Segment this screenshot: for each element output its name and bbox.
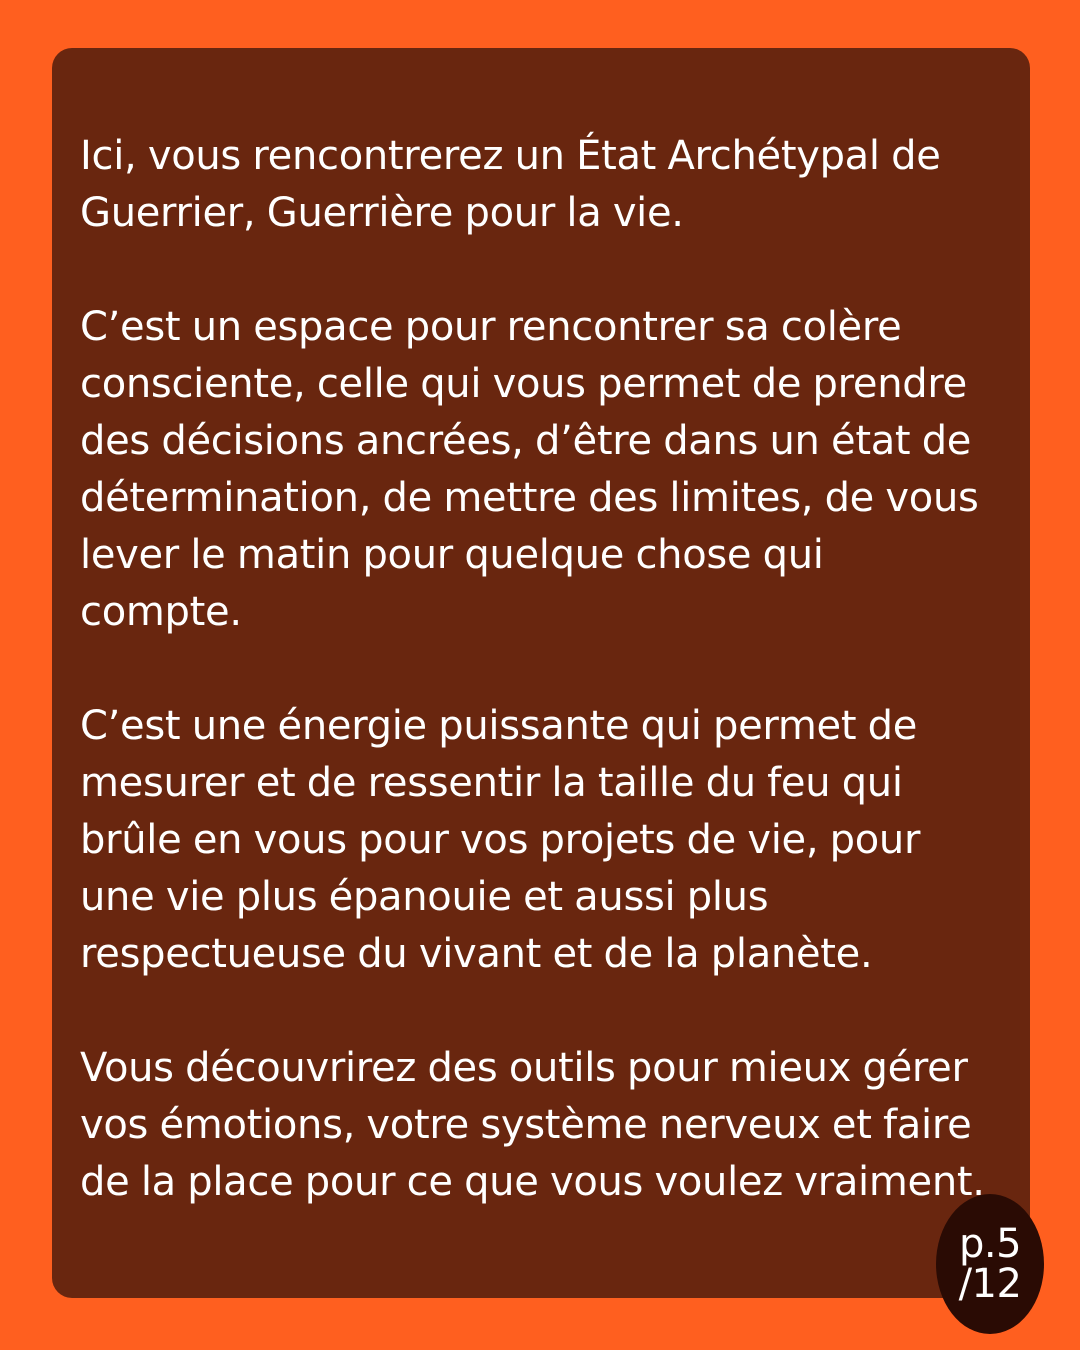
page-indicator-badge — [936, 1194, 1044, 1334]
paragraph-2: C’est un espace pour rencontrer sa colère consciente, celle qui vous permet de prendre des décisions ancrées, d’être dans un état de détermination, de mettre des limites, de vous lever le matin pour quelque chose qui compte. — [80, 304, 979, 635]
paragraph-1: Ici, vous rencontrerez un État Archétypal de Guerrier, Guerrière pour la vie. — [80, 133, 941, 236]
paragraph-3: C’est une énergie puissante qui permet de mesurer et de ressentir la taille du feu qui brûle en vous pour vos projets de vie, pour une vie plus épanouie et aussi plus respectueuse du vivant et de la planète. — [80, 703, 921, 977]
paragraph-4: Vous découvrirez des outils pour mieux gérer vos émotions, votre système nerveux et faire de la place pour ce que vous voulez vraiment. — [80, 1045, 985, 1205]
text-card — [52, 48, 1030, 1298]
page-total: /12 — [958, 1261, 1022, 1307]
page-current: p.5 — [958, 1221, 1022, 1267]
